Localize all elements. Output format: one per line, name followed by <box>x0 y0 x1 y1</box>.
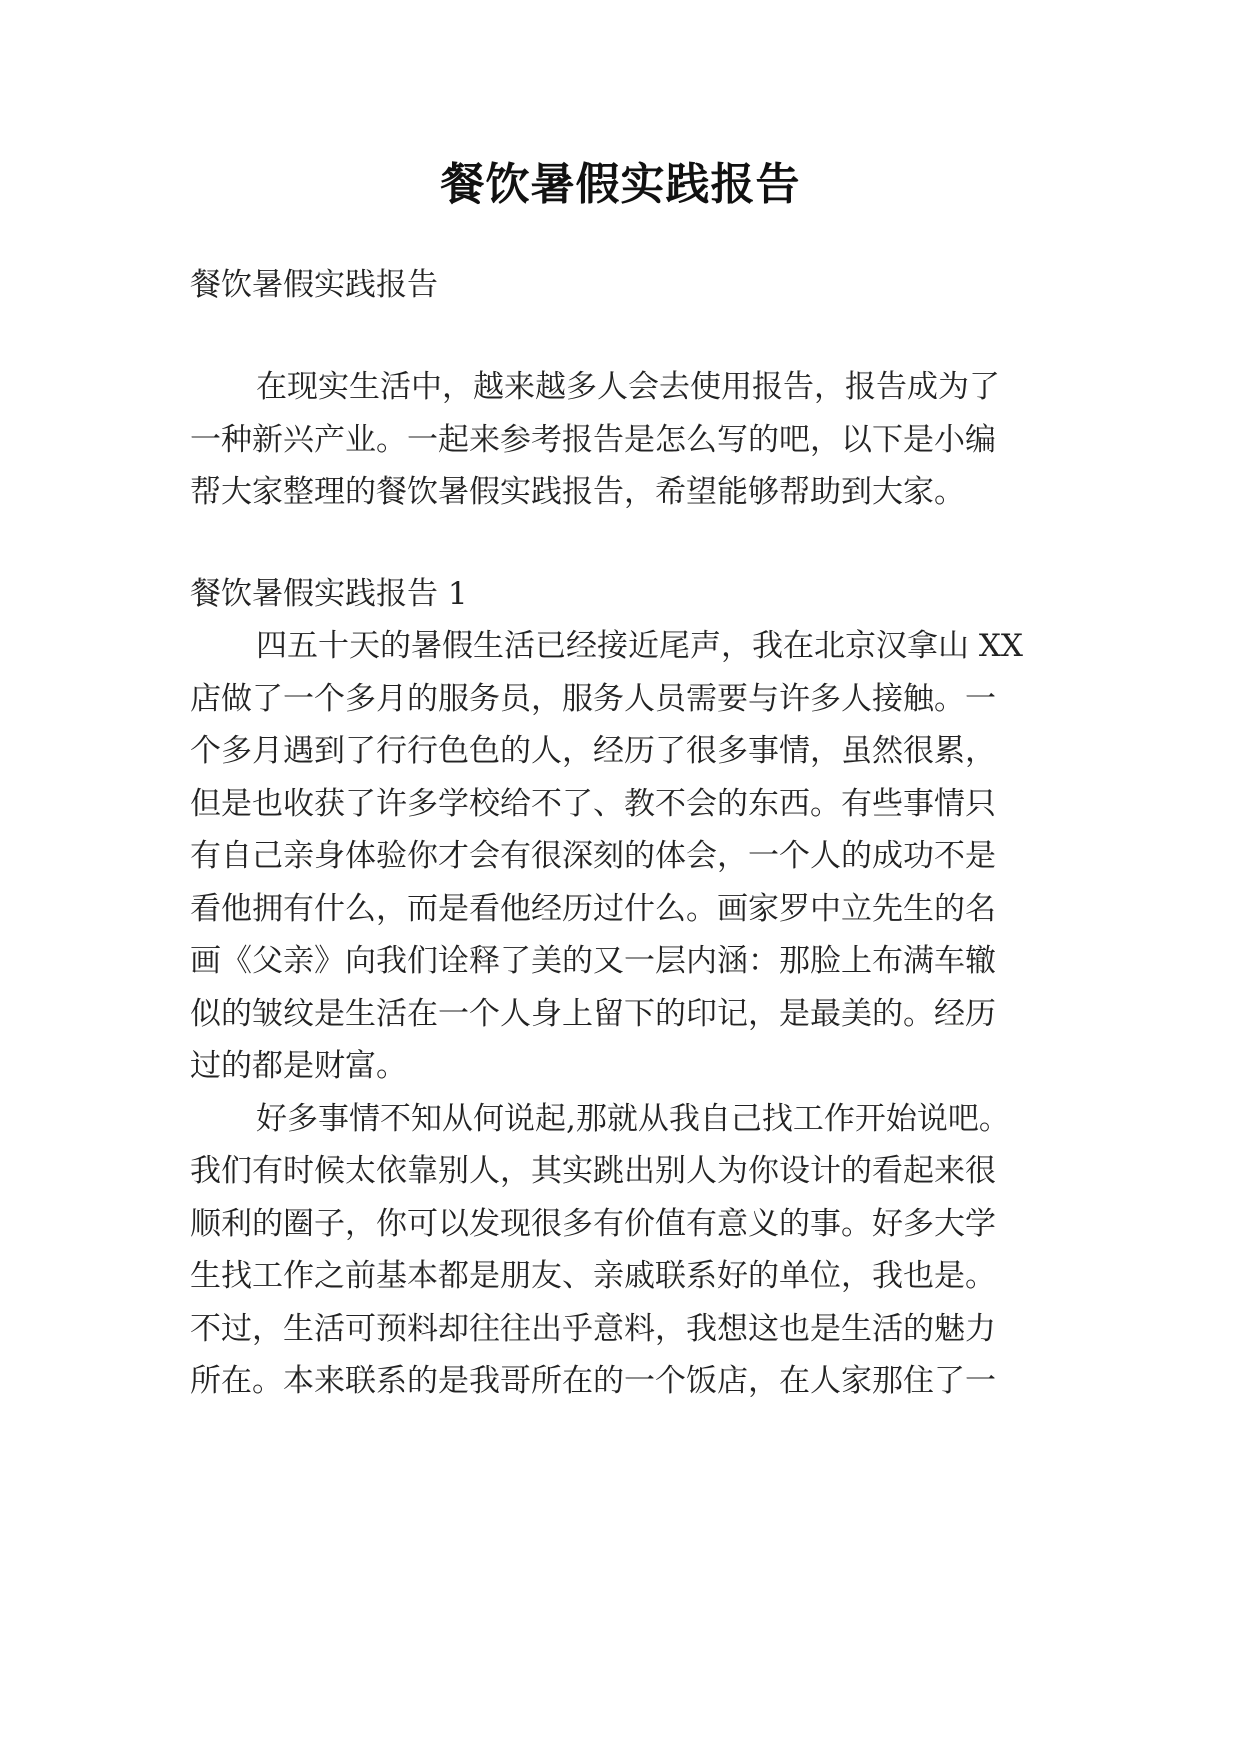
paragraph-line: 有自己亲身体验你才会有很深刻的体会，一个人的成功不是 <box>190 838 996 874</box>
paragraph-line: 但是也收获了许多学校给不了、教不会的东西。有些事情只 <box>190 786 996 822</box>
intro-line: 一种新兴产业。一起来参考报告是怎么写的吧，以下是小编 <box>190 422 996 458</box>
paragraph-line: 我们有时候太依靠别人，其实跳出别人为你设计的看起来很 <box>190 1153 996 1189</box>
paragraph-line: 顺利的圈子，你可以发现很多有价值有意义的事。好多大学 <box>190 1206 996 1242</box>
paragraph-line: 过的都是财富。 <box>190 1048 407 1084</box>
paragraph-line: 所在。本来联系的是我哥所在的一个饭店，在人家那住了一 <box>190 1363 996 1399</box>
paragraph-line: 好多事情不知从何说起,那就从我自己找工作开始说吧。 <box>256 1101 1010 1137</box>
intro-line: 帮大家整理的餐饮暑假实践报告，希望能够帮助到大家。 <box>190 474 965 510</box>
document-title: 餐饮暑假实践报告 <box>440 159 801 210</box>
paragraph-line: 画《父亲》向我们诠释了美的又一层内涵：那脸上布满车辙 <box>190 943 996 979</box>
paragraph-line: 不过，生活可预料却往往出乎意料，我想这也是生活的魅力 <box>190 1311 996 1347</box>
paragraph-line: 店做了一个多月的服务员，服务人员需要与许多人接触。一 <box>190 681 996 717</box>
paragraph-line: 看他拥有什么，而是看他经历过什么。画家罗中立先生的名 <box>190 891 996 927</box>
section-heading: 餐饮暑假实践报告 1 <box>190 576 468 612</box>
intro-line: 在现实生活中，越来越多人会去使用报告，报告成为了 <box>256 369 1000 405</box>
paragraph-line: 生找工作之前基本都是朋友、亲戚联系好的单位，我也是。 <box>190 1258 996 1294</box>
paragraph-line: 四五十天的暑假生活已经接近尾声，我在北京汉拿山 XX <box>256 628 1023 664</box>
paragraph-line: 似的皱纹是生活在一个人身上留下的印记，是最美的。经历 <box>190 996 996 1032</box>
document-subtitle: 餐饮暑假实践报告 <box>190 267 438 303</box>
paragraph-line: 个多月遇到了行行色色的人，经历了很多事情，虽然很累， <box>190 733 996 769</box>
